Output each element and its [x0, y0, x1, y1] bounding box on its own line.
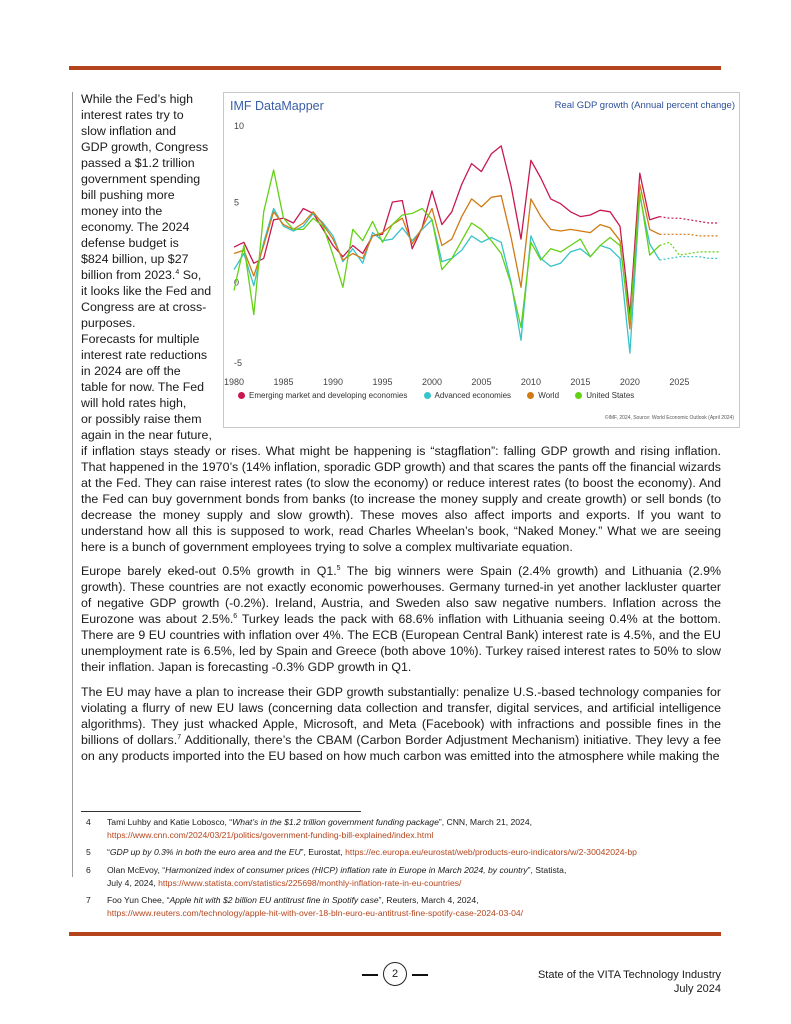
paragraph-2-continued: if inflation stays steady or rises. What might be happening is “stagflation”: falling GDP growth and rising inflation. That happened in the 1970’s (14% inflation, sporadic GDP growth) and that scares the pants off the financial wizards at the Fed. They can raise interest rates (to slow the economy) or reduce interest rates (to boost the economy). And the Fed can buy government bonds from banks (to increase the money supply and create growth) or sell bonds (to decrease the money supply and slow growth). These moves also affect imports and exports. If you want to understand how all this is supposed to work, read Charles Wheelan’s book, “Naked Money.” What we are seeing here is a bunch of government employees trying to solve a complex multivariate equation.	[81, 444, 721, 554]
footnote-ref-6: 6	[233, 612, 238, 620]
publication-date: July 2024	[673, 983, 721, 995]
legend-item: World	[527, 391, 559, 400]
footnote-ref-5: 5	[336, 564, 341, 572]
chart-title: Real GDP growth (Annual percent change)	[554, 100, 735, 111]
x-tick-label: 1995	[372, 377, 393, 387]
footnote-link[interactable]: https://www.cnn.com/2024/03/21/politics/government-funding-bill-explained/index.html	[107, 830, 434, 840]
top-rule	[69, 66, 721, 70]
chart-source: ©IMF, 2024, Source: World Economic Outlook (April 2024)	[604, 415, 734, 421]
paragraph-4: The EU may have a plan to increase their GDP growth substantially: penalize U.S.-based technology companies for violating a flurry of new EU laws (concerning data collection and transfer, digital services, and artificial intelligence algorithms). They just whacked Apple, Microsoft, and Meta (Facebook) with infractions and possible fines in the billions of dollars.$^7$ Additionally, there’s the CBAM (Carbon Border Adjustment Mechanism) initiative. They levy a fee on any products imported into the EU based on how much carbon was emitted into the atmosphere while making the	[81, 685, 721, 763]
footnote-4: 4 Tami Luhby and Katie Lobosco, “What’s in the $1.2 trillion government funding package”, CNN, March 21, 2024, https://www.cnn.com/2024/03/21/politics/government-funding-bill-explained/index.html	[86, 817, 533, 840]
x-tick-label: 2020	[619, 377, 640, 387]
legend-item: United States	[575, 391, 634, 400]
legend-item: Advanced economies	[424, 391, 512, 400]
publication-title: State of the VITA Technology Industry	[537, 969, 721, 981]
footer-text	[538, 968, 721, 996]
x-tick-label: 2025	[669, 377, 690, 387]
footnote-ref-7: 7	[177, 733, 182, 741]
series-us-line	[234, 170, 660, 327]
paragraph-2: Forecasts for multiple interest rate reductions in 2024 are off the table for now. The Fed will hold rates high, or possibly raise them again in the near future,	[81, 332, 212, 442]
series-world-line	[234, 184, 660, 329]
footnote-link[interactable]: https://www.reuters.com/technology/apple-hit-with-over-18-bln-euro-eu-antitrust-fine-spotify-case-2024-03-04/	[107, 908, 524, 918]
legend-item: Emerging market and developing economies	[238, 391, 407, 400]
x-tick-label: 2015	[570, 377, 591, 387]
paragraph-3: Europe barely eked-out 0.5% growth in Q1.$^5$ The big winners were Spain (2.4% growth) and Lithuania (2.9% growth). These countries are not exactly economic powerhouses. Germany turned-in yet another lackluster quarter of negative GDP growth (-0.2%). Ireland, Austria, and Sweden also saw negative numbers. Inflation across the Eurozone was about 2.5%.$^6$ Turkey leads the pack with 68.6% inflation with Lithuania seeing 0.4% at the bottom. There are 9 EU countries with inflation over 4%. The ECB (European Central Bank) interest rate is 4.5%, and the EU unemployment rate is 6.5%, led by Spain and Greece (both above 10%). Turkey raised interest rates to 50% to slow their inflation. Japan is forecasting -0.3% GDP growth in Q1.	[81, 564, 721, 674]
x-tick-label: 2005	[471, 377, 492, 387]
x-tick-label: 2010	[520, 377, 541, 387]
series-us-forecast	[660, 242, 719, 255]
footnote-rule	[81, 811, 361, 812]
series-advanced-forecast	[660, 257, 719, 260]
y-tick-label: 0	[234, 277, 240, 288]
chart-plot	[224, 93, 739, 427]
chart-legend	[238, 391, 648, 400]
paragraph-1: While the Fed’s high interest rates try to slow inflation and GDP growth, Congress passed a $1.2 trillion government spending bill pushing more money into the economy. The 2024 defense budget is $824 billion, up $27 billion from 2023.$^4$ So, it looks like the Fed and Congress are at cross- purposes.	[81, 92, 212, 330]
y-tick-label: 10	[234, 121, 245, 131]
footnote-ref-4: 4	[175, 268, 180, 276]
series-world-forecast	[660, 234, 719, 236]
series-emerging-forecast	[660, 217, 719, 223]
gdp-growth-chart	[223, 92, 740, 428]
y-tick-label: 5	[234, 197, 240, 208]
x-tick-label: 1985	[273, 377, 294, 387]
page-number: 2	[362, 962, 430, 986]
x-tick-label: 2000	[421, 377, 442, 387]
footnote-link[interactable]: https://ec.europa.eu/eurostat/web/products-euro-indicators/w/2-30042024-bp	[345, 847, 637, 857]
margin-line	[72, 92, 73, 877]
y-tick-label: -5	[234, 358, 243, 368]
footnote-7: 7 Foo Yun Chee, “Apple hit with $2 billion EU antitrust fine in Spotify case”, Reuters, March 4, 2024, https://www.reuters.com/technology/apple-hit-with-over-18-bln-euro-eu-antitrust-fine-spotify-case-2024-03-04/	[86, 895, 524, 918]
x-tick-label: 1980	[224, 377, 245, 387]
chart-logo: IMF DataMapper	[230, 99, 324, 113]
footnote-5: 5 “GDP up by 0.3% in both the euro area and the EU”, Eurostat, https://ec.europa.eu/eurostat/web/products-euro-indicators/w/2-30042024-bp	[86, 847, 637, 857]
footnote-link[interactable]: https://www.statista.com/statistics/225698/monthly-inflation-rate-in-eu-countries/	[158, 878, 462, 888]
footnote-6: 6 Olan McEvoy, “Harmonized index of consumer prices (HICP) inflation rate in Europe in March 2024, by country”, Statista, July 4, 2024, https://www.statista.com/statistics/225698/monthly-inflation-rate-in-eu-countries/	[86, 865, 567, 888]
bottom-rule	[69, 932, 721, 936]
x-tick-label: 1990	[322, 377, 343, 387]
series-emerging-line	[234, 146, 660, 315]
